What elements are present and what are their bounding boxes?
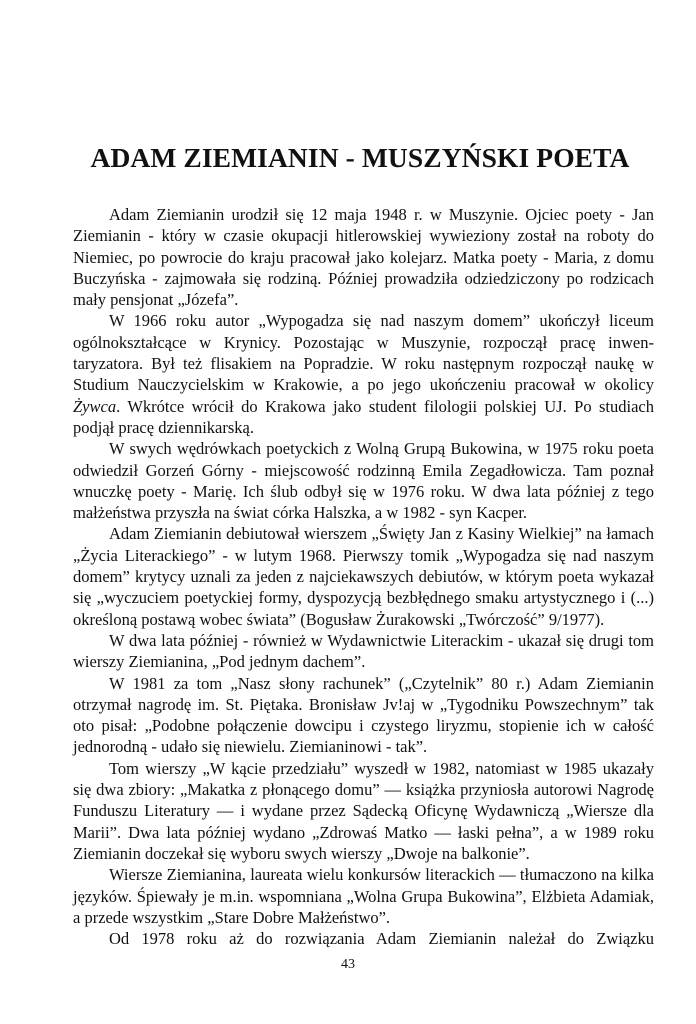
page-title: ADAM ZIEMIANIN - MUSZYŃSKI POETA [90,142,630,173]
paragraph-6: W 1981 za tom „Nasz słony rachunek” („Czytelnik” 80 r.) Adam Ziemianin otrzymał nagrodę im. St. Piętaka. Bronisław Jv!aj w „Tygodniku Powszechnym” tak oto pisał: „Podobne połączenie dowcipu i czystego liryzmu, stopienie ich w całość jednorodną - udało się niewielu. Ziemianinowi - tak”. [73,673,654,757]
body-text [73,204,654,949]
paragraph-2: W 1966 roku autor „Wypogadza się nad naszym domem” ukończył liceum ogólnokształcące w Krynicy. Pozostając w Muszynie, rozpoczął pracę inwen-taryzatora. Był też flisakiem na Popradzie. W roku następnym rozpoczął naukę w Studium Nauczycielskim w Krakowie, a po jego ukończeniu pracował w okolicy Żywca. Wkrótce wrócił do Krakowa jako student filologii polskiej UJ. Po studiach podjął pracę dziennikarską. [73,311,654,437]
paragraph-9: Od 1978 roku aż do rozwiązania Adam Ziemianin należał do Związku [109,929,654,949]
italic-place-name: Żywca [73,396,117,416]
page-number: 43 [341,957,355,972]
paragraph-8: Wiersze Ziemianina, laureata wielu konkursów literackich — tłumaczono na kilka języków. Śpiewały je m.in. wspomniana „Wolna Grupa Bukowina”, Elżbieta Adamiak, a przede wszystkim „Stare Dobre Małżeństwo”. [73,865,654,927]
paragraph-1: Adam Ziemianin urodził się 12 maja 1948 r. w Muszynie. Ojciec poety - Jan Ziemianin - który w czasie okupacji hitlerowskiej wywieziony został na roboty do Niemiec, po powrocie do kraju pracował jako kolejarz. Matka poety - Maria, z domu Buczyńska - zajmowała się rodziną. Później prowadziła odziedziczony po rodzicach mały pensjonat „Józefa”. [73,205,654,310]
paragraph-7: Tom wierszy „W kącie przedziału” wyszedł w 1982, natomiast w 1985 ukazały się dwa zbiory: „Makatka z płonącego domu” — książka przyniosła autorowi Nagrodę Funduszu Literatury — i wydane przez Sądecką Oficynę Wydawniczą „Wiersze dla Marii”. Dwa lata później wydano „Zdrowaś Matko — łaski pełna”, a w 1989 roku Ziemianin doczekał się wyboru swych wierszy „Dwoje na balkonie”. [73,758,654,863]
paragraph-3: W swych wędrówkach poetyckich z Wolną Grupą Bukowina, w 1975 roku poeta odwiedził Gorzeń Górny - miejscowość rodzinną Emila Zegadłowicza. Tam poznał wnuczkę poety - Marię. Ich ślub odbył się w 1976 roku. W dwa lata później z tego małżeństwa przyszła na świat córka Halszka, a w 1982 - syn Kacper. [73,439,654,523]
paragraph-5: W dwa lata później - również w Wydawnictwie Literackim - ukazał się drugi tom wierszy Ziemianina, „Pod jednym dachem”. [73,630,654,672]
paragraph-4: Adam Ziemianin debiutował wierszem „Święty Jan z Kasiny Wielkiej” na łamach „Życia Literackiego” - w lutym 1968. Pierwszy tomik „Wypogadza się nad naszym domem” krytycy uznali za jeden z najciekawszych debiutów, w którym poeta wykazał się „wyczuciem poetyckiej formy, dyspozycją bezbłędnego smaku artystycznego i (...) określoną postawą wobec świata” (Bogusław Żurakowski „Twórczość” 9/1977). [73,524,654,629]
